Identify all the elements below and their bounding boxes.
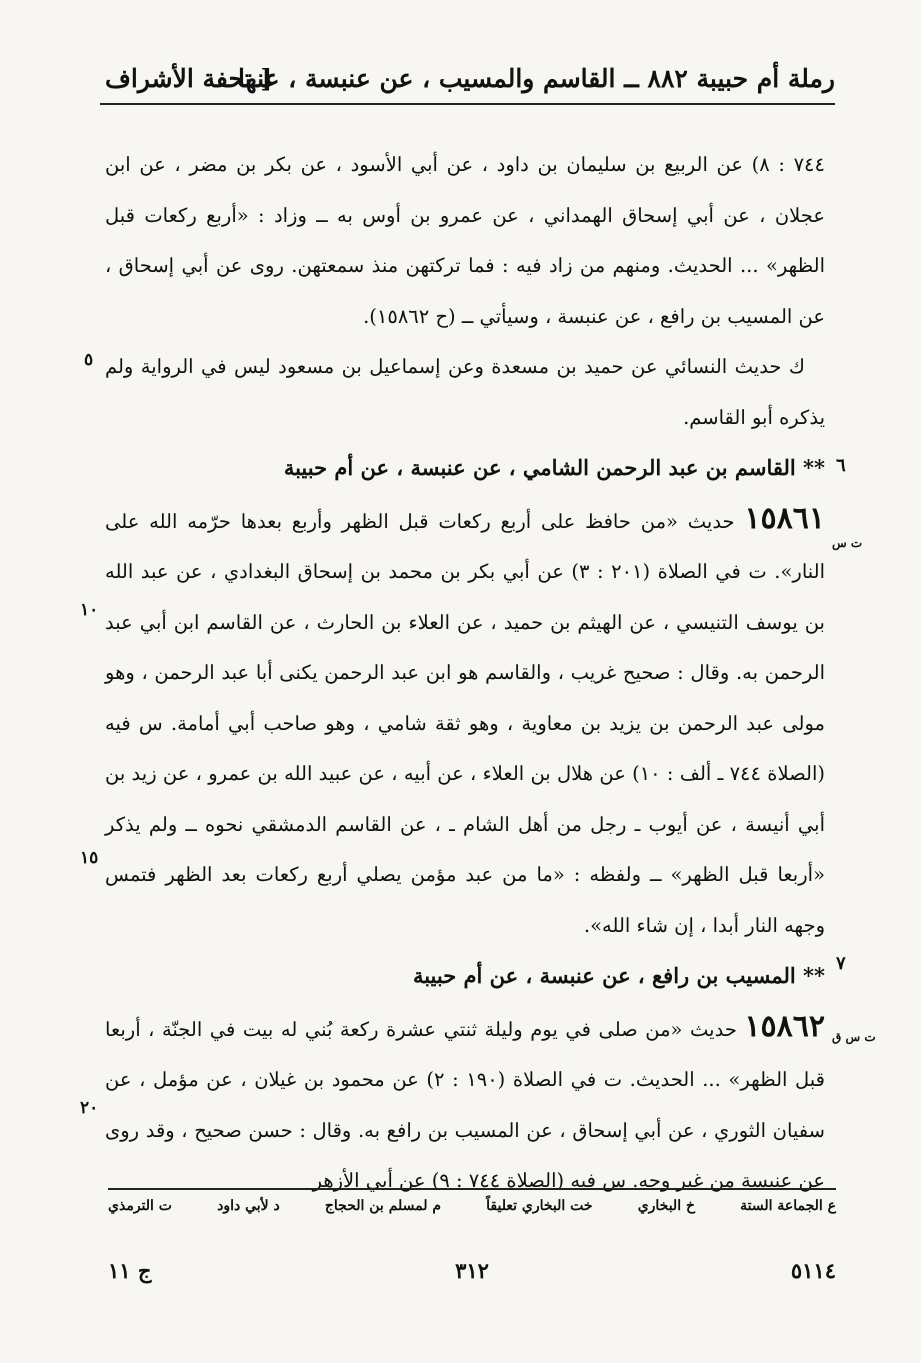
hadith-entry-15862: [105, 1002, 825, 1207]
abbreviation: م لمسلم بن الحجاج: [324, 1198, 442, 1214]
section-heading-7: ** المسيب بن رافع ، عن عنبسة ، عن أم حبيبة: [412, 963, 825, 988]
hadith-text: حديث «من حافظ على أربع ركعات قبل الظهر وأربع بعدها حرّمه الله على النار». ت في الصلاة (٢٠١ : ٣) عن أبي بكر بن محمد بن إسحاق البغدادي ، عن عبد الله بن يوسف التنيسي ، عن الهيثم بن حميد ، عن العلاء بن الحارث ، عن القاسم ابن أبي عبد الرحمن به. وقال : صحيح غريب ، والقاسم هو ابن عبد الرحمن يكنى أبا عبد الرحمن ، وهو مولى عبد الرحمن بن يزيد بن معاوية ، وهو ثقة شامي ، وهو صاحب أبي أمامة. س فيه (الصلاة ٧٤٤ ـ ألف : ١٠) عن هلال بن العلاء ، عن أبيه ، عن عبيد الله بن عمرو ، عن زيد بن أبي أنيسة ، عن أيوب ـ رجل من أهل الشام ـ ، عن القاسم الدمشقي نحوه ــ ولم يذكر «أربعا قبل الظهر» ــ ولفظه : «ما من عبد مؤمن يصلي أربع ركعات بعد الظهر فتمس وجهه النار أبدا ، إن شاء الله».: [105, 509, 826, 937]
paragraph-note: ك حديث النسائي عن حميد بن مسعدة وعن إسماعيل بن مسعود ليس في الرواية ولم يذكره أبو القاسم.: [105, 355, 825, 429]
abbreviation: ت الترمذي: [108, 1198, 172, 1214]
hadith-number: ١٥٨٦١: [744, 500, 825, 536]
volume-page-number: ٥١١٤: [790, 1258, 836, 1283]
abbreviation: خ البخاري: [637, 1198, 695, 1214]
section-heading-6: ** القاسم بن عبد الرحمن الشامي ، عن عنبسة ، عن أم حبيبة: [283, 455, 825, 480]
page-number: ٣١٢: [455, 1258, 489, 1283]
line-number: ٢٠: [80, 1098, 99, 1118]
sigla-note: ت س ق: [832, 1030, 876, 1044]
abbreviation: خت البخاري تعليقاً: [486, 1198, 593, 1214]
hadith-text: حديث «من صلى في يوم وليلة ثنتي عشرة ركعة بُني له بيت في الجنّة ، أربعا قبل الظهر» ... الحديث. ت في الصلاة (١٩٠ : ٢) عن محمود بن غيلان ، عن مؤمل ، عن سفيان الثوري ، عن أبي إسحاق ، عن المسيب بن رافع به. وقال : حسن صحيح ، وقد روى عن عنبسة من غير وجه. س فيه (الصلاة ٧٤٤ : ٩) عن أبي الأزهر: [105, 1017, 825, 1192]
header-divider: [100, 103, 835, 105]
abbreviation: د لأبي داود: [217, 1198, 280, 1214]
footnote-divider: [108, 1188, 836, 1190]
paragraph-continuation: ٧٤٤ : ٨) عن الربيع بن سليمان بن داود ، عن أبي الأسود ، عن بكر بن مضر ، عن ابن عجلان ، عن أبي إسحاق الهمداني ، عن عمرو بن أوس به ــ وزاد : «أربع ركعات قبل الظهر» ... الحديث. ومنهم من زاد فيه : فما تركتهن منذ سمعتهن. روى عن أبي إسحاق ، عن المسيب بن رافع ، عن عنبسة ، وسيأتي ــ (ح ١٥٨٦٢).: [105, 153, 825, 328]
section-number-6: ٦: [836, 455, 846, 476]
hadith-entry-15861: [105, 494, 825, 952]
abbreviation-key: [108, 1198, 836, 1214]
line-number: ١٥: [80, 848, 99, 868]
line-number: ٥: [84, 350, 94, 370]
main-text: [105, 140, 825, 1207]
abbreviation: ع الجماعة الستة: [740, 1198, 836, 1214]
header-book-title: [ تحفة الأشراف: [105, 64, 273, 93]
page-footer: [108, 1258, 836, 1294]
sigla-note: ت س: [832, 536, 863, 550]
section-number-7: ٧: [836, 953, 846, 974]
line-number: ١٠: [80, 600, 99, 620]
running-header: [105, 58, 835, 102]
volume-number: ج ١١: [108, 1258, 152, 1283]
header-title: رملة أم حبيبة ٨٨٢ ــ القاسم والمسيب ، عن عنبسة ، عنها: [237, 64, 835, 93]
hadith-number: ١٥٨٦٢: [744, 1008, 825, 1044]
